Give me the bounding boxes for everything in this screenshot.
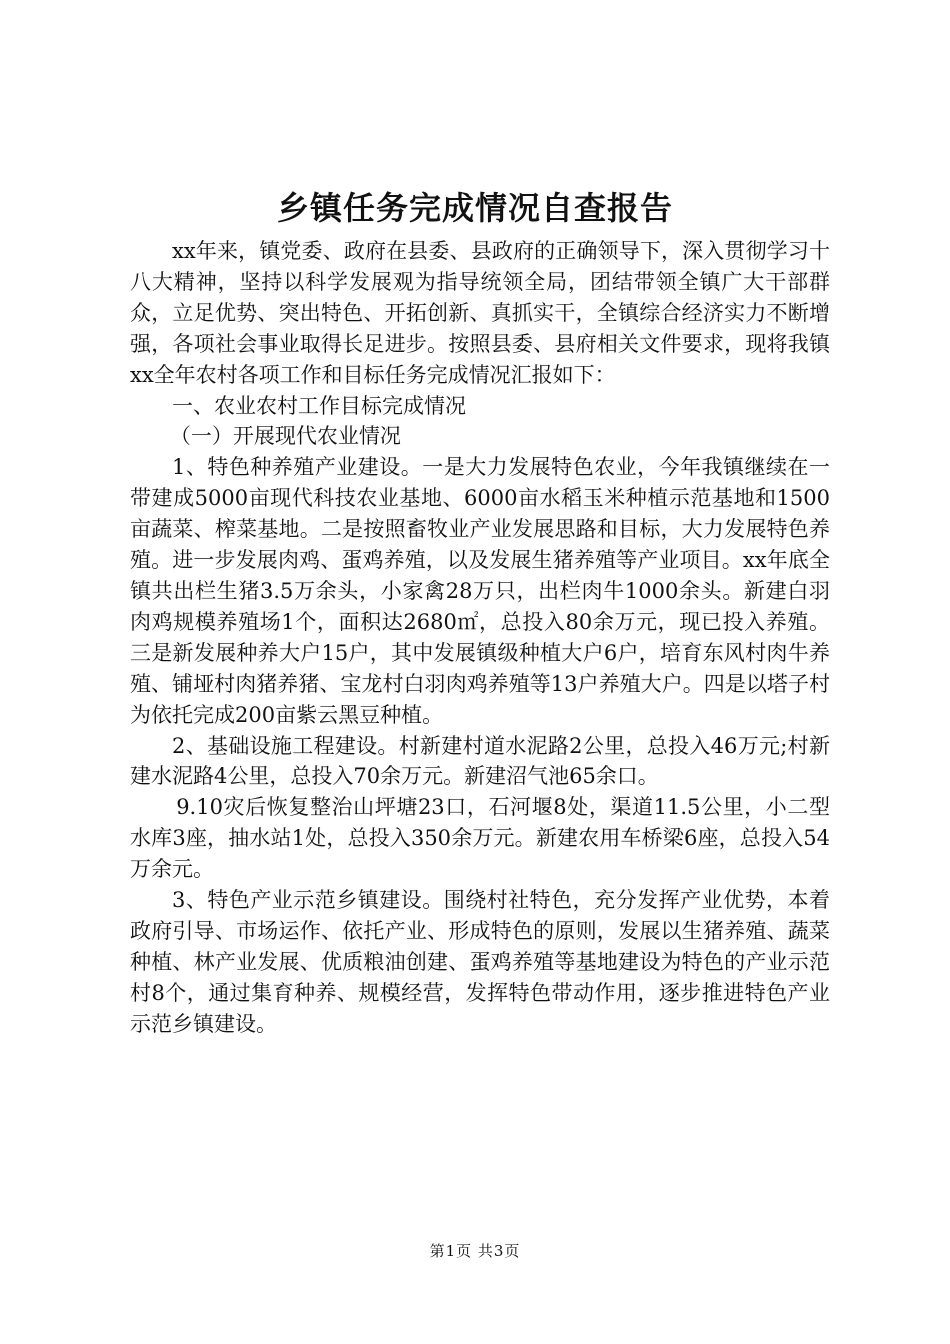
document-body: [130, 236, 830, 1040]
paragraph-specialty-farming: 1、特色种养殖产业建设。一是大力发展特色农业，今年我镇继续在一带建成5000亩现代科技农业基地、6000亩水稻玉米种植示范基地和1500亩蔬菜、榨菜基地。二是按照畜牧业产业发展思路和目标，大力发展特色养殖。进一步发展肉鸡、蛋鸡养殖，以及发展生猪养殖等产业项目。xx年底全镇共出栏生猪3.5万余头，小家禽28万只，出栏肉牛1000余头。新建白羽肉鸡规模养殖场1个，面积达2680㎡，总投入80余万元，现已投入养殖。三是新发展种养大户15户，其中发展镇级种植大户6户，培育东风村肉牛养殖、铺垭村肉猪养猪、宝龙村白羽肉鸡养殖等13户养殖大户。四是以塔子村为依托完成200亩紫云黑豆种植。: [130, 455, 830, 727]
document-title: 乡镇任务完成情况自查报告: [276, 189, 673, 227]
subsection-heading-modern-agriculture: （一）开展现代农业情况: [169, 424, 401, 449]
page-footer: 第1页 共3页: [429, 1242, 521, 1260]
paragraph-demonstration-town: 3、特色产业示范乡镇建设。围绕村社特色，充分发挥产业优势，本着政府引导、市场运作、依托产业、形成特色的原则，发展以生猪养殖、蔬菜种植、林产业发展、优质粮油创建、蛋鸡养殖等基地建设为特色的产业示范村8个，通过集育种养、规模经营，发挥特色带动作用，逐步推进特色产业示范乡镇建设。: [130, 888, 830, 1036]
section-heading-agriculture: 一、农业农村工作目标完成情况: [172, 393, 466, 418]
paragraph-disaster-recovery: 9.10灾后恢复整治山坪塘23口，石河堰8处，渠道11.5公里，小二型水库3座，抽水站1处，总投入350余万元。新建农用车桥梁6座，总投入54万余元。: [130, 795, 830, 882]
paragraph-infrastructure: 2、基础设施工程建设。村新建村道水泥路2公里，总投入46万元;村新建水泥路4公里，总投入70余万元。新建沼气池65余口。: [130, 733, 830, 789]
intro-paragraph: xx年来，镇党委、政府在县委、县政府的正确领导下，深入贯彻学习十八大精神，坚持以科学发展观为指导统领全局，团结带领全镇广大干部群众，立足优势、突出特色、开拓创新、真抓实干，全镇综合经济实力不断增强，各项社会事业取得长足进步。按照县委、县府相关文件要求，现将我镇xx全年农村各项工作和目标任务完成情况汇报如下：: [130, 239, 830, 387]
